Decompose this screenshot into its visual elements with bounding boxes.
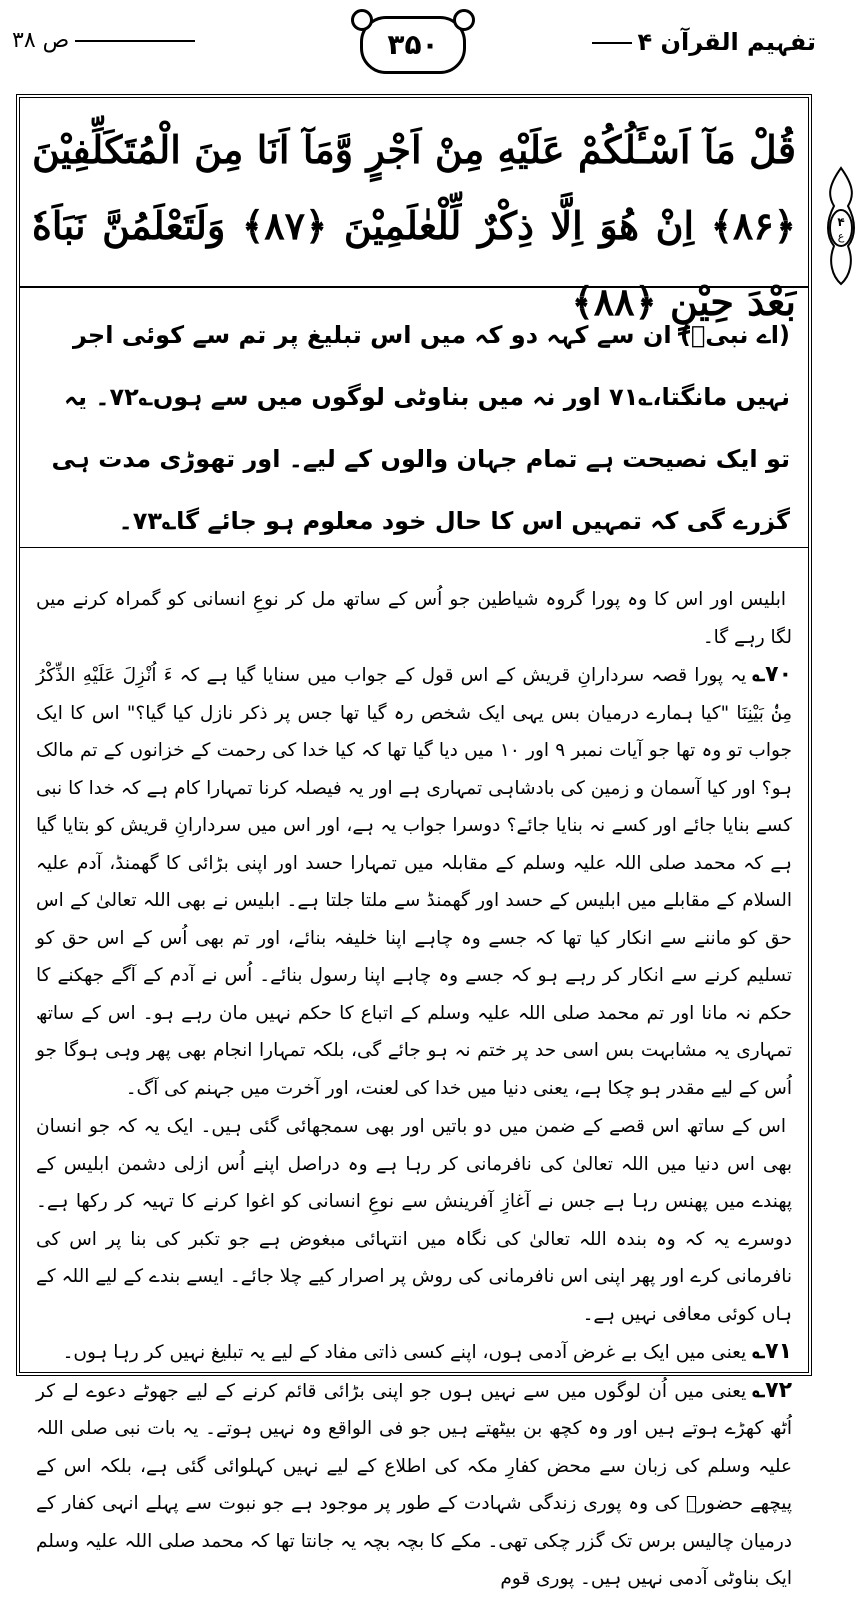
- commentary-text: یعنی میں اُن لوگوں میں سے نہیں ہوں جو اپنی بڑائی قائم کرنے کے لیے جھوٹے دعوے لے کر اُٹھ کھڑے ہوتے ہیں اور وہ کچھ بن بیٹھتے ہیں جو فی الواقع وہ نہیں ہوتے۔ یہ بات نبی صلی اللہ علیہ وسلم کی زبان سے محض کفارِ مکہ کی اطلاع کے لیے نہیں کہلوائی گئی ہے، بلکہ اس کے پیچھے حضورؐ کی وہ پوری زندگی شہادت کے طور پر موجود ہے جو نبوت سے پہلے انہی کفار کے درمیان چالیس برس تک گزر چکی تھی۔ مکے کا بچہ بچہ یہ جانتا تھا کہ محمد صلی اللہ علیہ وسلم ایک بناوٹی آدمی نہیں ہیں۔ پوری قوم: [36, 1380, 792, 1589]
- commentary-paragraph: [36, 580, 792, 656]
- footnote-marker: ۷۲؎: [752, 1377, 792, 1403]
- page-frame: [16, 94, 812, 1589]
- footnote-marker: ۷۱؎: [752, 1339, 792, 1364]
- page-number: ۳۵۰: [387, 28, 439, 61]
- commentary-text: یہ پورا قصہ سردارانِ قریش کے اس قول کے جواب میں سنایا گیا ہے کہ ءَ اُنْزِلَ عَلَيْهِ الذِّكْرُ مِنْۢ بَيْنِنَا "کیا ہمارے درمیان بس یہی ایک شخص رہ گیا تھا جس پر ذکر نازل کیا گیا؟" اس کا ایک جواب تو وہ تھا جو آیات نمبر ۹ اور ۱۰ میں دیا گیا تھا کہ کیا خدا کی رحمت کے خزانوں کے تم مالک ہو؟ اور کیا آسمان و زمین کی بادشاہی تمہاری ہے اور یہ فیصلہ کرنا تمہارا کام ہے کہ خدا کا نبی کسے بنایا جائے اور کسے نہ بنایا جائے؟ دوسرا جواب یہ ہے، اور اس میں سردارانِ قریش کو بتایا گیا ہے کہ محمد صلی اللہ علیہ وسلم کے مقابلہ میں تمہارا حسد اور اپنی بڑائی کا گھمنڈ، آدم علیہ السلام کے مقابلے میں ابلیس کے حسد اور گھمنڈ سے ملتا جلتا ہے۔ ابلیس نے بھی اللہ تعالیٰ کے اس حق کو ماننے سے انکار کیا تھا کہ جسے وہ چاہے اپنا خلیفہ بنائے، اور تم بھی اُس کے اس حق کو تسلیم کرنے سے انکار کر رہے ہو کہ جسے وہ چاہے اپنا رسول بنائے۔ اُس نے آدم کے آگے جھکنے کا حکم نہ مانا اور تم محمد صلی اللہ علیہ وسلم کے اتباع کا حکم نہیں مان رہے ہو۔ اس کے ساتھ تمہاری یہ مشابہت بس اسی حد پر ختم نہ ہو جائے گی، بلکہ تمہارا انجام بھی پھر وہی ہوگا جو اُس کے لیے مقدر ہو چکا ہے، یعنی دنیا میں خدا کی لعنت، اور آخرت میں جہنم کی آگ۔: [36, 665, 792, 1099]
- ruku-marker-icon: [824, 166, 858, 286]
- commentary-paragraph: [36, 656, 792, 1107]
- commentary-text: یعنی میں ایک بے غرض آدمی ہوں، اپنے کسی ذاتی مفاد کے لیے یہ تبلیغ نہیں کر رہا ہوں۔: [62, 1342, 747, 1363]
- ruku-label: ۴: [837, 215, 845, 229]
- book-title-header: [592, 28, 816, 56]
- translation-text: (اے نبیؐ) ان سے کہہ دو کہ میں اس تبلیغ پر تم سے کوئی اجر نہیں مانگتا،؎۷۱ اور نہ میں بناوٹی لوگوں میں سے ہوں؎۷۲۔ یہ تو ایک نصیحت ہے تمام جہان والوں کے لیے۔ اور تھوڑی مدت ہی گزرے گی کہ تمہیں اس کا حال خود معلوم ہو جائے گا؎۷۳۔: [51, 321, 790, 535]
- page-number-cartouche: [360, 16, 466, 74]
- commentary-text: ابلیس اور اس کا وہ پورا گروہ شیاطین جو اُس کے ساتھ مل کر نوعِ انسانی کو گمراہ کرنے میں لگا رہے گا۔: [36, 589, 792, 648]
- commentary-paragraph: [36, 1107, 792, 1333]
- book-title: تفہیم القرآن ۴: [637, 28, 816, 56]
- commentary-text: اس کے ساتھ اس قصے کے ضمن میں دو باتیں اور بھی سمجھائی گئی ہیں۔ ایک یہ کہ جو انسان بھی اس دنیا میں اللہ تعالیٰ کی نافرمانی کر رہا ہے وہ دراصل اپنے اُس ازلی دشمن ابلیس کے پھندے میں پھنس رہا ہے جس نے آغازِ آفرینش سے نوعِ انسانی کو اغوا کرنے کا تہیہ کر رکھا ہے۔ دوسرے یہ کہ وہ بندہ اللہ تعالیٰ کی نگاہ میں انتہائی مبغوض ہے جو تکبر کی بنا پر اس کی نافرمانی کرے اور پھر اپنی اس نافرمانی کی روش پر اصرار کیے چلا جائے۔ ایسے بندے کے لیے اللہ کے ہاں کوئی معافی نہیں ہے۔: [36, 1116, 792, 1325]
- page-ref: [12, 28, 195, 53]
- ruku-sub: ع: [837, 230, 845, 243]
- footnote-marker: ۷۰؎: [752, 662, 792, 687]
- commentary-paragraph: [36, 1372, 792, 1598]
- header-rule-left: [75, 40, 195, 42]
- quran-verses: [20, 98, 808, 324]
- commentary-paragraph: [36, 1333, 792, 1372]
- translation-block: [20, 288, 808, 548]
- header-rule-right: [592, 42, 632, 44]
- page-ref-text: ص ۳۸: [12, 28, 70, 53]
- commentary-section: [20, 568, 808, 1589]
- ayat-text: قُلْ مَآ اَسْـَٔلُكُمْ عَلَيْهِ مِنْ اَجْرٍ وَّمَآ اَنَا مِنَ الْمُتَكَلِّفِيْنَ ﴿۸۶﴾ اِنْ هُوَ اِلَّا ذِكْرٌ لِّلْعٰلَمِيْنَ ﴿۸۷﴾ وَلَتَعْلَمُنَّ نَبَاَهٗ بَعْدَ حِيْنٍ ﴿۸۸﴾: [32, 127, 796, 324]
